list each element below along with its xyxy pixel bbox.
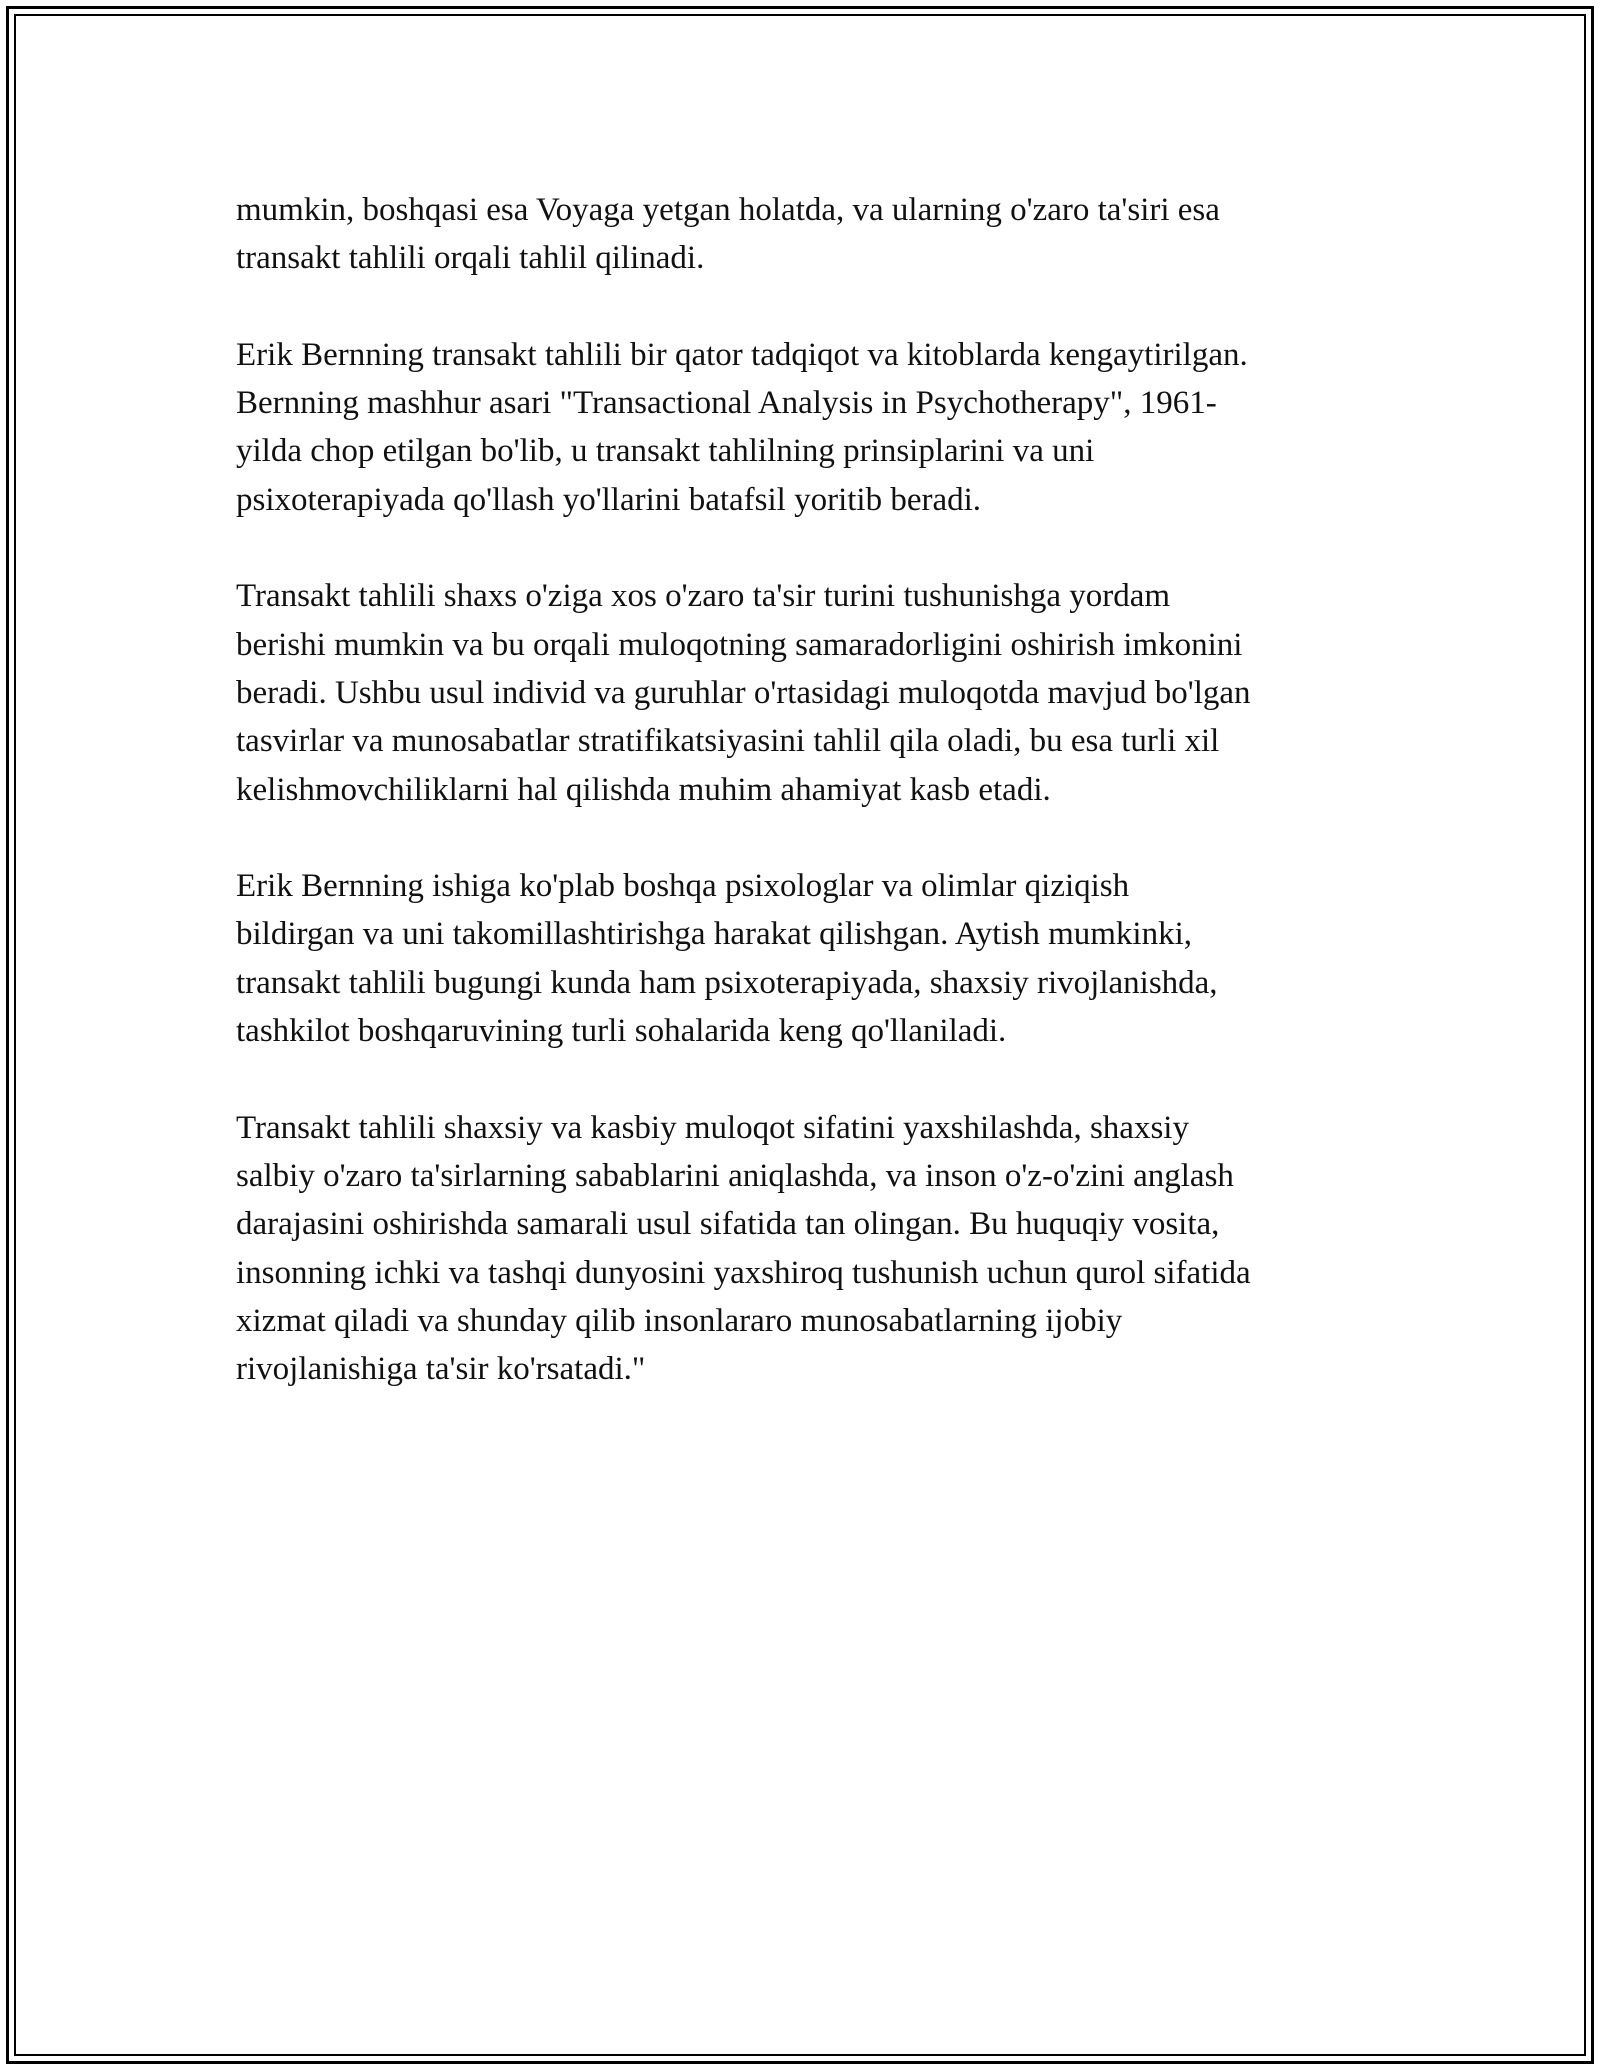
text-line: mumkin, boshqasi esa Voyaga yetgan holatda, va ularning o'zaro ta'siri esa [236, 192, 1220, 228]
paragraph-5 [236, 1104, 1376, 1394]
text-line: psixoterapiyada qo'llash yo'llarini batafsil yoritib beradi. [236, 481, 982, 518]
paragraph-1 [236, 186, 1376, 283]
text-line: transakt tahlili orqali tahlil qilinadi. [236, 240, 705, 277]
text-line: Transakt tahlili shaxs o'ziga xos o'zaro ta'sir turini tushunishga yordam [236, 578, 1171, 615]
text-line: Erik Bernning ishiga ko'plab boshqa psixologlar va olimlar qiziqish [236, 868, 1130, 905]
paragraph-3 [236, 572, 1376, 813]
text-line: darajasini oshirishda samarali usul sifatida tan olingan. Bu huquqiy vosita, [236, 1206, 1220, 1243]
text-line: rivojlanishiga ta'sir ko'rsatadi." [236, 1351, 646, 1388]
text-line: yilda chop etilgan bo'lib, u transakt tahlilning prinsiplarini va uni [236, 433, 1095, 470]
text-line: salbiy o'zaro ta'sirlarning sabablarini aniqlashda, va inson o'z-o'zini anglash [236, 1157, 1234, 1194]
text-line: Transakt tahlili shaxsiy va kasbiy muloqot sifatini yaxshilashda, shaxsiy [236, 1109, 1189, 1146]
text-line: Bernning mashhur asari "Transactional Analysis in Psychotherapy", 1961- [236, 385, 1217, 422]
text-line: xizmat qiladi va shunday qilib insonlararo munosabatlarning ijobiy [236, 1302, 1123, 1339]
text-line: beradi. Ushbu usul individ va guruhlar o'rtasidagi muloqotda mavjud bo'lgan [236, 674, 1251, 711]
text-line: Erik Bernning transakt tahlili bir qator tadqiqot va kitoblarda kengaytirilgan. [236, 336, 1248, 373]
text-line: kelishmovchiliklarni hal qilishda muhim ahamiyat kasb etadi. [236, 771, 1051, 808]
document-body [236, 186, 1376, 1442]
paragraph-2 [236, 331, 1376, 524]
text-line: transakt tahlili bugungi kunda ham psixoterapiyada, shaxsiy rivojlanishda, [236, 964, 1218, 1001]
paragraph-4 [236, 862, 1376, 1055]
text-line: tashkilot boshqaruvining turli sohalarida keng qo'llaniladi. [236, 1013, 1007, 1050]
text-line: bildirgan va uni takomillashtirishga harakat qilishgan. Aytish mumkinki, [236, 916, 1193, 953]
text-line: insonning ichki va tashqi dunyosini yaxshiroq tushunish uchun qurol sifatida [236, 1254, 1251, 1291]
text-line: berishi mumkin va bu orqali muloqotning samaradorligini oshirish imkonini [236, 626, 1243, 663]
text-line: tasvirlar va munosabatlar stratifikatsiyasini tahlil qila oladi, bu esa turli xil [236, 723, 1220, 760]
